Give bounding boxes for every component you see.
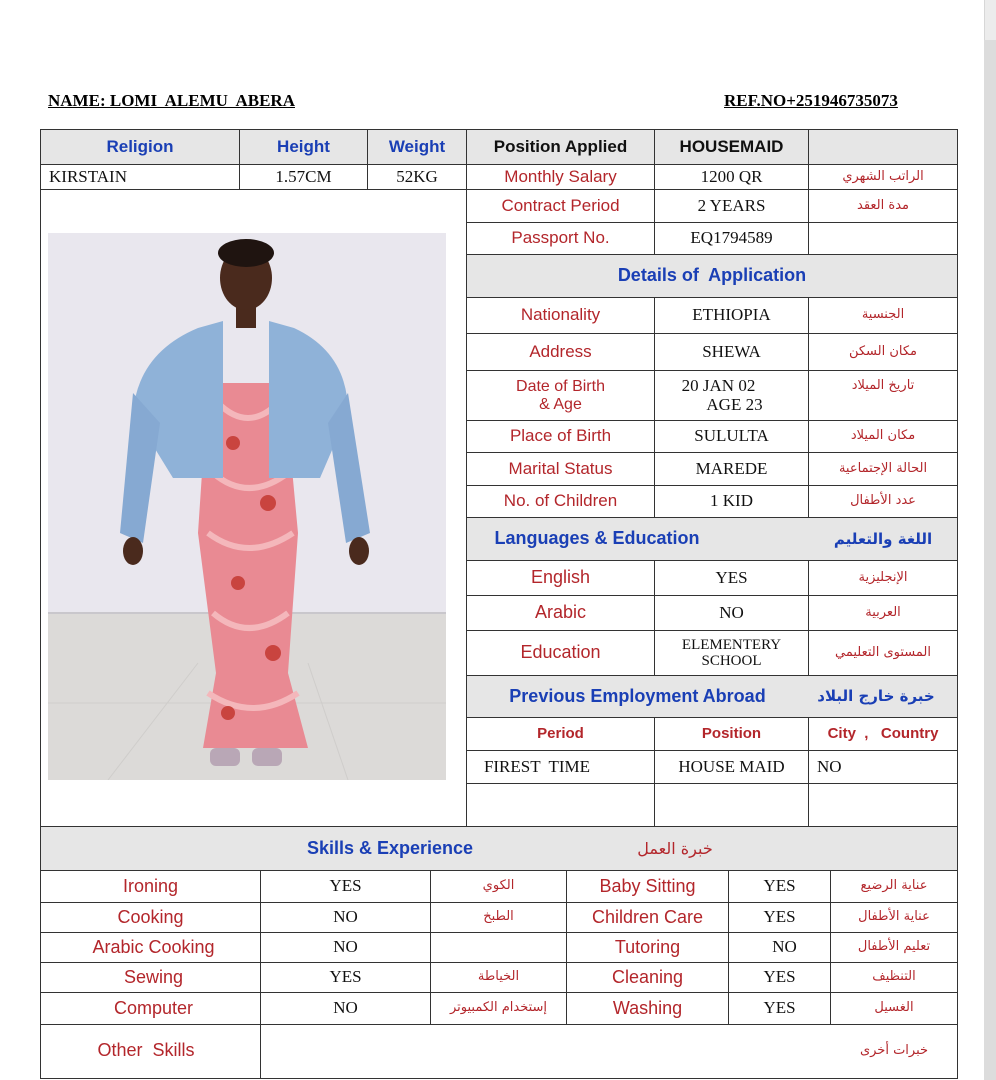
nationality-label: Nationality <box>520 305 601 325</box>
city-country-header: City , Country <box>827 724 939 742</box>
contract-period-label: Contract Period <box>501 195 620 215</box>
position-applied-value: HOUSEMAID <box>679 136 784 156</box>
skill-cleaning-value: YES <box>763 967 796 987</box>
monthly-salary-label: Monthly Salary <box>504 166 617 186</box>
skill-baby-sitting-label: Baby Sitting <box>599 875 696 896</box>
place-of-birth-value: SULULTA <box>694 426 769 446</box>
position-applied-label: Position Applied <box>493 136 628 156</box>
contract-period-arabic: مدة العقد <box>857 197 909 213</box>
religion-header: Religion <box>106 136 174 156</box>
skill-arabic-cooking-label: Arabic Cooking <box>92 936 215 957</box>
address-label: Address <box>529 341 592 361</box>
contract-period-value: 2 YEARS <box>697 195 766 215</box>
education-label: Education <box>520 642 601 663</box>
employment-title-arabic: خبرة خارج البلاد <box>817 687 935 706</box>
skill-tutoring-value: NO <box>772 937 797 957</box>
skill-washing-value: YES <box>763 998 796 1018</box>
children-arabic: عدد الأطفال <box>850 493 916 509</box>
english-label: English <box>530 567 591 588</box>
arabic-label: Arabic <box>534 602 587 623</box>
weight-header: Weight <box>388 136 446 156</box>
passport-value: EQ1794589 <box>690 228 773 248</box>
arabic-arabic: العربية <box>865 604 901 620</box>
skill-cooking-value: NO <box>333 907 358 927</box>
skill-cooking-arabic: الطبخ <box>483 909 514 925</box>
period-header: Period <box>537 724 584 742</box>
place-of-birth-arabic: مكان الميلاد <box>850 428 916 444</box>
skill-ironing-label: Ironing <box>122 875 179 896</box>
skill-sewing-label: Sewing <box>123 966 184 987</box>
languages-title: Languages & Education <box>494 528 700 549</box>
skill-children-care-value: YES <box>763 907 796 927</box>
weight-value: 52KG <box>396 166 438 186</box>
skill-tutoring-label: Tutoring <box>614 936 681 957</box>
address-arabic: مكان السكن <box>848 343 918 359</box>
skill-sewing-value: YES <box>329 967 362 987</box>
position-header: Position <box>701 724 762 742</box>
education-value-cell <box>655 631 808 675</box>
monthly-salary-value: 1200 QR <box>700 166 763 186</box>
monthly-salary-arabic: الراتب الشهري <box>842 168 924 184</box>
height-header: Height <box>277 136 330 156</box>
skill-sewing-arabic: الخياطة <box>477 969 520 985</box>
employment-position: HOUSE MAID <box>678 756 785 776</box>
dob-arabic: تاريخ الميلاد <box>851 377 915 393</box>
dob-value: 20 JAN 02 <box>681 375 756 395</box>
children-value: 1 KID <box>710 491 753 511</box>
address-value: SHEWA <box>702 341 761 361</box>
skills-title-arabic: خبرة العمل <box>637 838 713 858</box>
skill-cleaning-label: Cleaning <box>611 966 684 987</box>
marital-status-arabic: الحالة الإجتماعية <box>838 460 928 476</box>
employment-title: Previous Employment Abroad <box>509 685 766 706</box>
languages-title-arabic: اللغة والتعليم <box>833 529 933 548</box>
skill-cooking-label: Cooking <box>117 906 184 927</box>
nationality-value: ETHIOPIA <box>692 305 771 325</box>
candidate-name: NAME: LOMI ALEMU ABERA <box>48 91 295 110</box>
skill-ironing-arabic: الكوي <box>482 878 515 894</box>
english-arabic: الإنجليزية <box>858 569 908 585</box>
skill-washing-arabic: الغسيل <box>874 1000 914 1016</box>
english-value: YES <box>715 567 748 587</box>
children-label: No. of Children <box>503 491 618 511</box>
place-of-birth-label: Place of Birth <box>509 426 612 446</box>
arabic-value: NO <box>719 602 744 622</box>
other-skills-label: Other Skills <box>97 1040 195 1061</box>
height-value: 1.57CM <box>275 166 332 186</box>
skill-tutoring-arabic: تعليم الأطفال <box>857 939 931 955</box>
skill-children-care-arabic: عناية الأطفال <box>858 909 930 925</box>
skill-computer-value: NO <box>333 998 358 1018</box>
marital-status-value: MAREDE <box>695 458 768 478</box>
education-value: ELEMENTERY <box>681 636 782 653</box>
skill-computer-arabic: إستخدام الكمبيوتر <box>449 1000 548 1016</box>
dob-value-cell <box>655 371 808 420</box>
passport-label: Passport No. <box>511 228 610 248</box>
skill-computer-label: Computer <box>113 997 194 1018</box>
skill-ironing-value: YES <box>329 876 362 896</box>
details-title: Details of Application <box>617 265 807 286</box>
skill-cleaning-arabic: التنظيف <box>872 969 916 985</box>
skill-children-care-label: Children Care <box>591 906 704 927</box>
dob-label: Date of Birth & Age <box>516 377 605 413</box>
employment-country: NO <box>817 756 842 776</box>
religion-value: KIRSTAIN <box>49 166 127 186</box>
age-value: AGE 23 <box>706 394 763 414</box>
marital-status-label: Marital Status <box>508 458 613 478</box>
employment-period: FIREST TIME <box>483 756 591 776</box>
skill-baby-sitting-value: YES <box>763 876 796 896</box>
education-arabic: المستوى التعليمي <box>835 644 931 660</box>
reference-number: REF.NO+251946735073 <box>724 91 898 110</box>
skill-washing-label: Washing <box>612 997 683 1018</box>
other-skills-arabic: خبرات أخرى <box>859 1042 929 1058</box>
skill-arabic-cooking-value: NO <box>333 937 358 957</box>
skills-title: Skills & Experience <box>306 837 474 858</box>
nationality-arabic: الجنسية <box>861 307 905 323</box>
education-value-line2: SCHOOL <box>701 653 762 669</box>
skill-baby-sitting-arabic: عناية الرضيع <box>860 878 928 894</box>
page-edge-shadow <box>984 40 996 1080</box>
